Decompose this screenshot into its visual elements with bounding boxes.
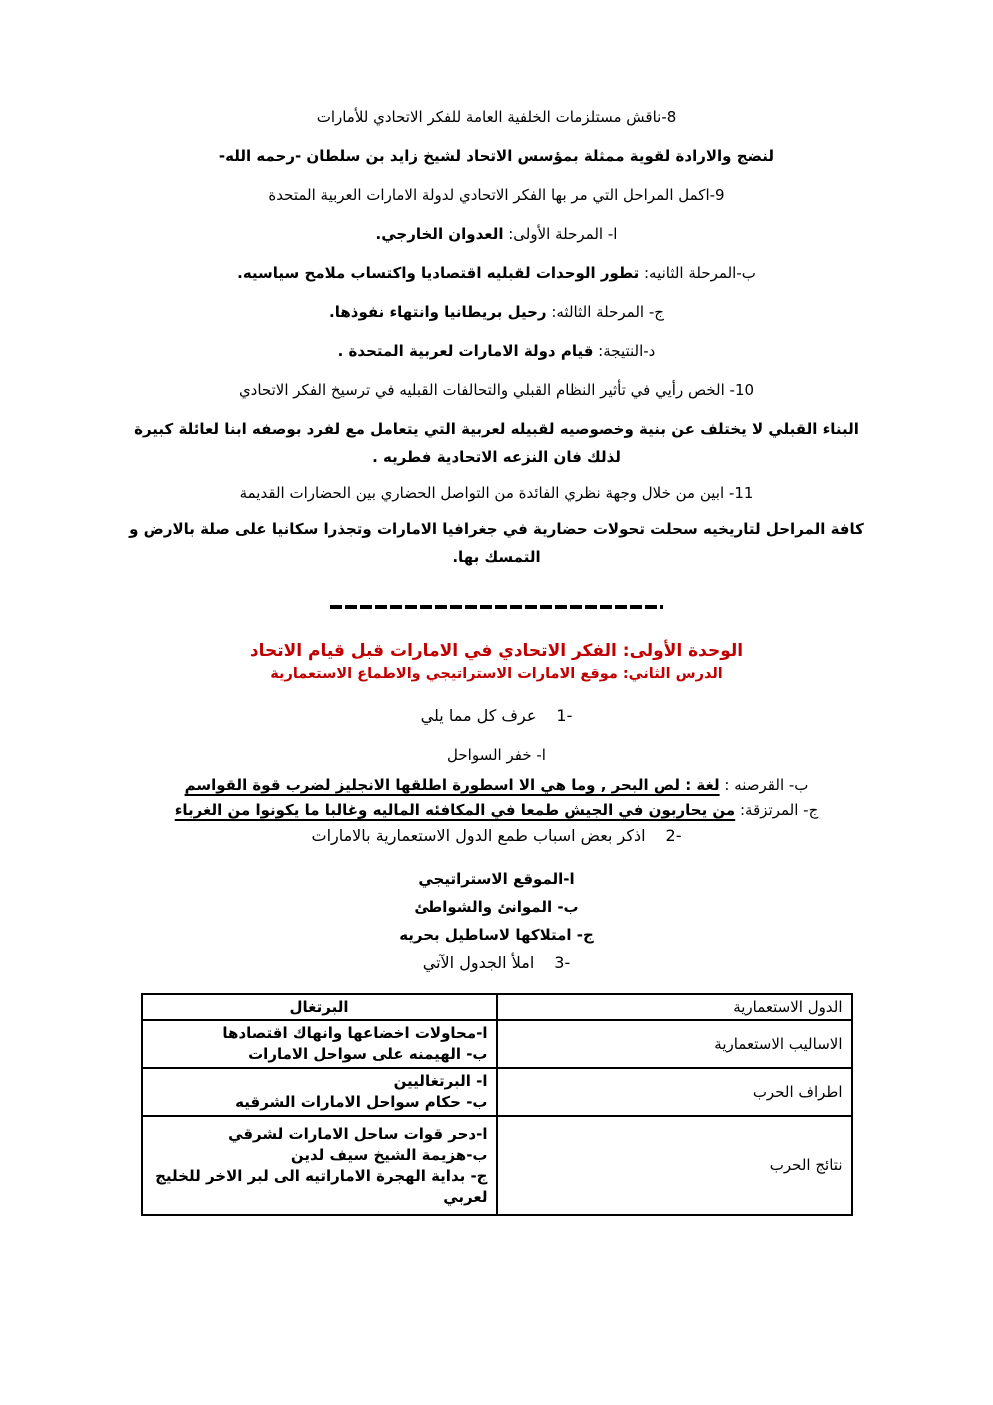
table-row (142, 1068, 852, 1116)
answer-line: ا- البرتغاليين (393, 1072, 488, 1090)
question-1 (128, 705, 865, 727)
answer-10 (128, 418, 865, 468)
definition-a: ا- خفر السواحل (447, 746, 546, 764)
stage-label-a: ا- المرحلة الأولى: (503, 225, 618, 243)
reason-line-c: ج- امتلاكها لاساطيل بحريه (399, 926, 594, 944)
stage-answer-d: قيام دولة الامارات لعربية المتحدة . (337, 342, 594, 360)
answer-11-line-2: التمسك بها. (452, 548, 541, 566)
answer-line: ا-دحر قوات ساحل الامارات لشرقي (228, 1124, 488, 1143)
stage-answer-b: تطور الوحدات لقبليه اقتصاديا واكتساب ملامح سياسيه. (237, 264, 640, 282)
table-row (142, 1116, 852, 1215)
question-2-text: اذكر بعض اسباب طمع الدول الاستعمارية بالامارات (311, 826, 646, 845)
row-label-cell: نتائج الحرب (497, 1116, 852, 1215)
question-3 (128, 952, 865, 974)
row-answer-cell (142, 1068, 497, 1116)
row-answer-cell (142, 1116, 497, 1215)
stage-line-b (128, 262, 865, 284)
question-1-number: 1- (556, 706, 573, 725)
stage-label-d: د-النتيجة: (593, 342, 656, 360)
answer-11-line-1: كافة المراحل لتاريخيه سحلت تحولات حضارية في جغرافيا الامارات وتجذرا سكانيا على صلة بالارض و (129, 520, 864, 538)
answer-line: ب- حكام سواحل الامارات الشرقيه (235, 1093, 488, 1111)
question-2 (128, 825, 865, 847)
stage-label-c: ج- المرحلة الثالثه: (546, 303, 664, 321)
stage-label-b: ب-المرحلة الثانيه: (639, 264, 756, 282)
definition-c (128, 799, 865, 821)
definition-b-answer: لغة : لص البحر , وما هي الا اسطورة اطلقها الانجليز لضرب قوة القواسم (184, 776, 720, 794)
answer-8: لنضج والارادة لقوية ممثلة بمؤسس الاتحاد لشيخ زايد بن سلطان -رحمه الله- (218, 147, 775, 165)
question-3-text: املأ الجدول الآتي (422, 953, 535, 972)
row-label-cell: اطراف الحرب (497, 1068, 852, 1116)
stage-line-d (128, 340, 865, 362)
question-8: 8-ناقش مستلزمات الخلفية العامة للفكر الاتحادي للأمارات (316, 108, 677, 126)
reason-line-a: ا-الموقع الاستراتيجي (418, 870, 575, 888)
stage-answer-c: رحيل بريطانيا وانتهاء نفوذها. (329, 303, 547, 321)
row-label-cell: الدول الاستعمارية (497, 994, 852, 1020)
question-3-number: 3- (554, 953, 571, 972)
definition-b-label: ب- القرصنه : (719, 776, 809, 794)
definition-c-answer: من يحاربون في الجيش طمعا في المكافئه الماليه وغالبا ما يكونوا من الغرباء (174, 801, 736, 819)
question-10: 10- الخص رأيي في تأثير النظام القبلي والتحالفات القبليه في ترسيخ الفكر الاتحادي (238, 381, 755, 399)
table-row (142, 994, 852, 1020)
definition-c-label: ج- المرتزقة: (735, 801, 819, 819)
stage-line-a (128, 223, 865, 245)
answer-line: ج- بداية الهجرة الاماراتيه الى لبر الاخر للخليج لعربي (155, 1166, 488, 1206)
answer-line: البرتغال (289, 997, 349, 1016)
reason-line-b: ب- الموانئ والشواطئ (414, 898, 579, 916)
colonial-table (141, 993, 853, 1216)
row-answer-cell (142, 994, 497, 1020)
answer-10-line-2: لذلك فان النزعه الاتحادية فطريه . (372, 448, 621, 466)
separator-line (330, 605, 663, 609)
question-2-number: 2- (665, 826, 682, 845)
answer-11 (128, 518, 865, 568)
table-row (142, 1020, 852, 1068)
row-answer-cell (142, 1020, 497, 1068)
answer-line: ا-محاولات اخضاعها وانهاك اقتصادها (222, 1024, 488, 1042)
stage-line-c (128, 301, 865, 323)
question-9: 9-اكمل المراحل التي مر بها الفكر الاتحادي لدولة الامارات العربية المتحدة (268, 186, 725, 204)
lesson-title: الدرس الثاني: موقع الامارات الاستراتيجي والاطماع الاستعمارية (270, 666, 723, 682)
row-label-cell: الاساليب الاستعمارية (497, 1020, 852, 1068)
question-1-text: عرف كل مما يلي (420, 706, 537, 725)
stage-answer-a: العدوان الخارجي. (375, 225, 504, 243)
answer-line: ب-هزيمة الشيخ سيف لدين (290, 1145, 488, 1164)
unit-title: الوحدة الأولى: الفكر الاتحادي في الامارات قبل قيام الاتحاد (249, 641, 744, 661)
question-11: 11- ابين من خلال وجهة نظري الفائدة من التواصل الحضاري بين الحضارات القديمة (239, 484, 754, 502)
answer-line: ب- الهيمنه على سواحل الامارات (248, 1045, 488, 1063)
answer-10-line-1: البناء القبلي لا يختلف عن بنية وخصوصيه لقبيله لعربية التي يتعامل مع لفرد بوصفه ابنا لعائلة كبيرة (134, 420, 859, 438)
definition-b (128, 774, 865, 796)
